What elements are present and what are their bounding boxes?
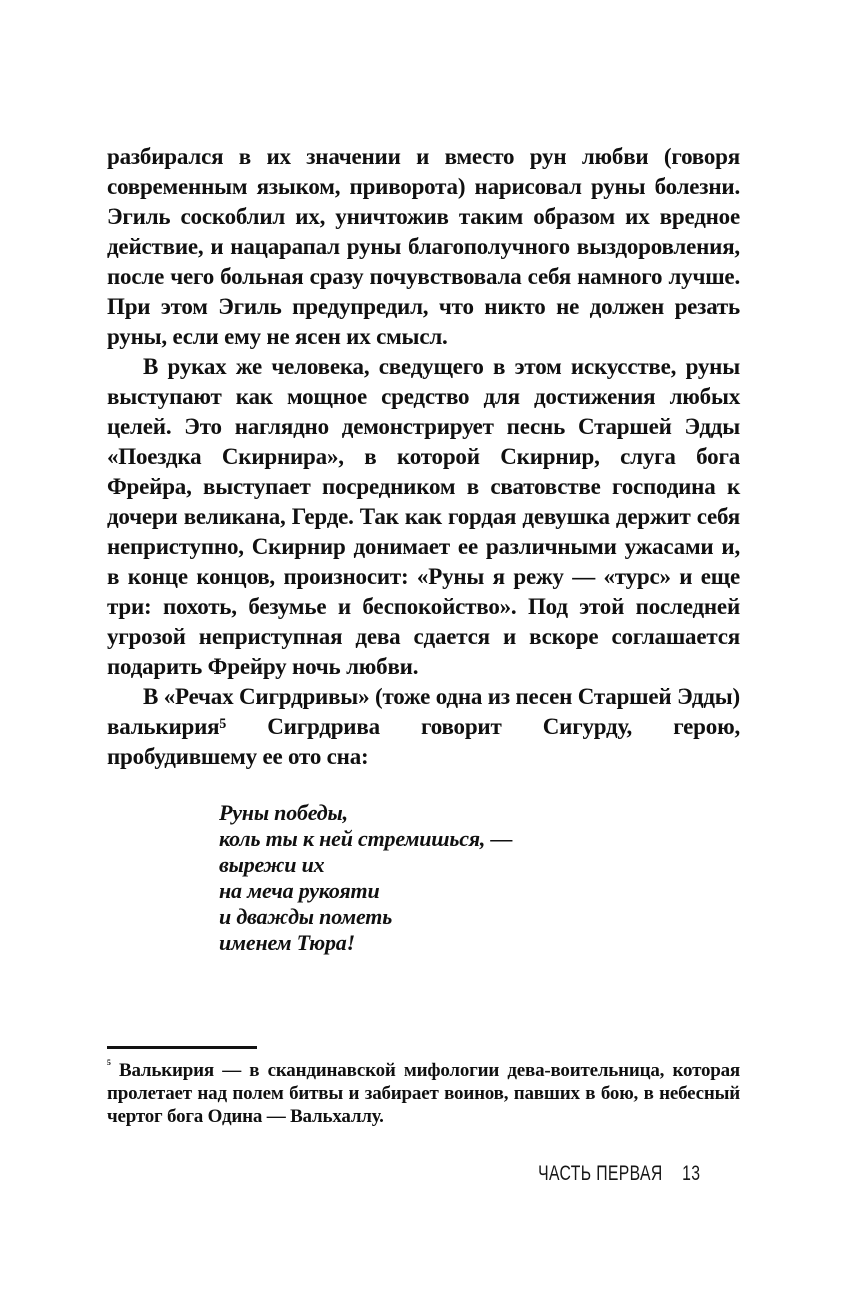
footer-section-label: ЧАСТЬ ПЕРВАЯ	[537, 1162, 663, 1185]
body-text	[107, 142, 740, 956]
footnote-marker: ⁵	[107, 1056, 111, 1072]
running-footer	[538, 1162, 700, 1186]
verse-line: коль ты к ней стремишься, —	[219, 826, 513, 851]
footnote-separator-rule	[107, 1046, 257, 1049]
verse-quote	[219, 800, 740, 956]
footer-page-number: 13	[681, 1162, 700, 1185]
verse-line: и дважды пометь	[219, 904, 393, 929]
verse-line: вырежи их	[219, 852, 325, 877]
paragraph: В руках же человека, сведущего в этом искусстве, руны выступают как мощное средство для достижения любых целей. Это наглядно демонстрирует песнь Старшей Эдды «Поездка Скирнира», в которой Скирнир, слуга бога Фрейра, выступает посредником в сватовстве господина к дочери великана, Герде. Так как гордая девушка держит себя неприступно, Скирнир донимает ее различными ужасами и, в конце концов, произносит: «Руны я режу — «турс» и еще три: похоть, безумье и беспокойство». Под этой последней угрозой неприступная дева сдается и вскоре соглашается подарить Фрейру ночь любви.	[107, 354, 740, 679]
paragraph: В «Речах Сигрдривы» (тоже одна из песен Старшей Эдды) валькирия⁵ Сигрдрива говорит Сигурду, герою, пробудившему ее ото сна:	[107, 684, 740, 769]
footnote-text	[107, 1056, 740, 1128]
verse-line: именем Тюра!	[219, 930, 355, 955]
footnote	[107, 1046, 740, 1128]
verse-line: на меча рукояти	[219, 878, 380, 903]
paragraph-continuation: разбирался в их значении и вместо рун любви (говоря современным языком, приворота) нарисовал руны болезни. Эгиль соскоблил их, уничтожив таким образом их вредное действие, и нацарапал руны благополучного выздоровления, после чего больная сразу почувствовала себя намного лучше. При этом Эгиль предупредил, что никто не должен резать руны, если ему не ясен их смысл.	[107, 144, 740, 349]
footnote-body: Валькирия — в скандинавской мифологии дева-воительница, которая пролетает над полем битвы и забирает воинов, павших в бою, в небесный чертог бога Одина — Вальхаллу.	[107, 1060, 740, 1127]
verse-line: Руны победы,	[219, 800, 348, 825]
